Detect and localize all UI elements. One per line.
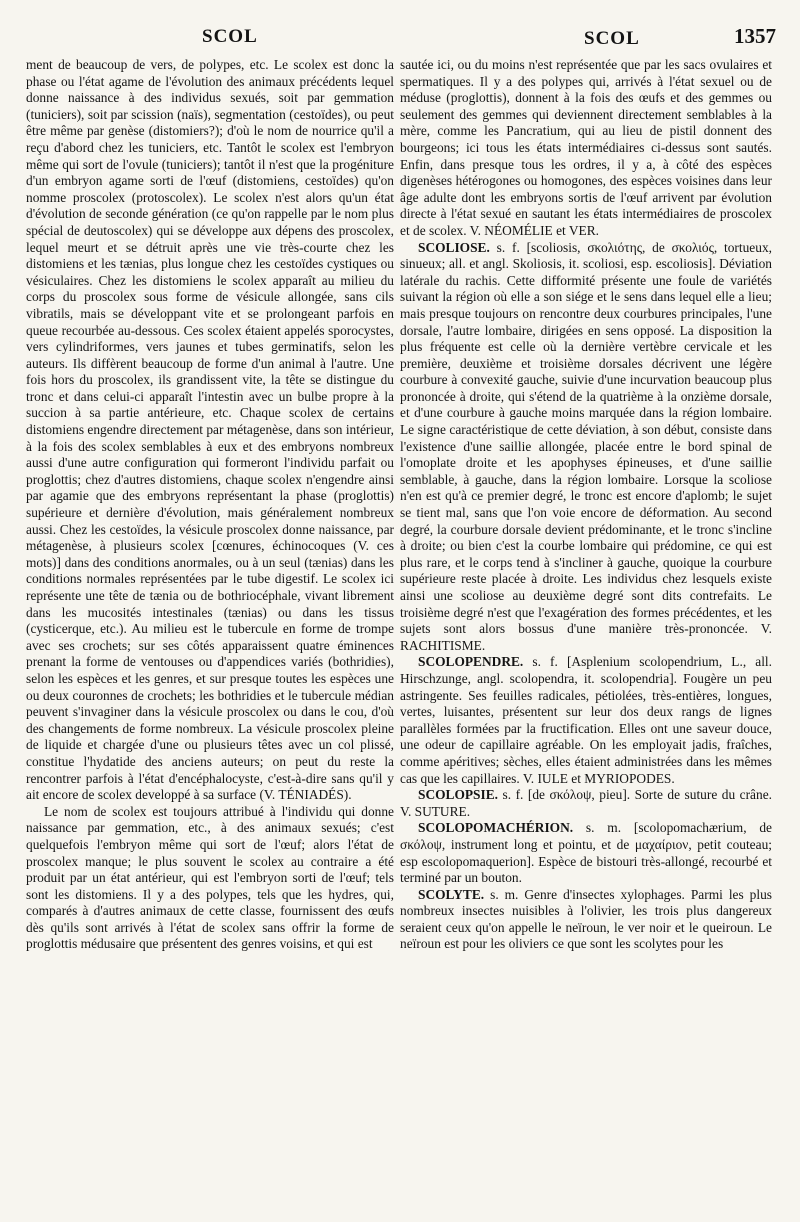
entry-body-scolopsie: s. f. [de σκόλοψ, pieu]. Sorte de suture du crâne. V. SUTURE.: [400, 787, 772, 819]
headword-scolopomacherion: SCOLOPOMACHÉRION.: [418, 820, 574, 836]
page-header: [22, 22, 778, 54]
entry-scolopendre: [400, 654, 772, 787]
right-column: [400, 57, 772, 1217]
entry-scolopsie: [400, 787, 772, 820]
left-paragraph-1: ment de beaucoup de vers, de polypes, etc. Le scolex est donc la phase ou l'état agame de l'évolution des animaux précédents lequel donne naissance à des individus sexués, soit par gemmation (tuniciers), soit par scission (naïs), segmentation (cestoïdes), ou peut être même par genèse (distomiers?); d'où le nom de nourrice qu'il a reçu d'abord chez les tuniciers, etc. Tantôt le scolex est l'embryon même qui sort de l'ovule (tuniciers); tantôt il n'est que la progéniture d'un embryon agame sorti de l'œuf (distomiens, cestoïdes) qu'on nomme proscolex (protoscolex). Le scolex n'est alors qu'un état d'évolution de seconde génération (ce qu'on rappelle par le nom plus spécial de deutoscolex) qui se développe aux dépens des proscolex, lequel meurt et se détruit après une vie très-courte chez les distomiens et les tænias, plus longue chez les cestoïdes cystiques ou vésiculaires. Chez les distomiens le scolex apparaît au milieu du corps du proscolex sous forme de vésicule allongée, sans cils vibratils, mais se développant vite et se prolongeant parfois en queue recourbée au-dessous. Ces scolex étaient appelés sporocystes, vers cylindriformes, vers jaunes et tubes germinatifs, selon les auteurs. Ils diffèrent beaucoup de forme d'un animal à l'autre. Une fois hors du proscolex, ils grandissent vite, la tête se distingue du tronc et dans celui-ci apparaît l'intestin avec un bulbe propre à la succion à sa partie antérieure, etc. Chaque scolex de certains distomiens engendre directement par métagenèse, dans son intérieur, à la fois des scolex semblables à eux et des embryons nombreux aussi d'une autre configuration qui formeront l'individu parfait ou proglottis; chez d'autres distomiens, chaque scolex n'engendre ainsi par agamie que des embryons représentant la phase (proglottis) supérieure et dernière d'évolution, mais généralement nombreux aussi. Chez les cestoïdes, la vésicule proscolex donne naissance, par métagenèse, à plusieurs scolex [cœnures, échinocoques (V. ces mots)] dans des conditions anormales, ou à un seul (tænias) dans les conditions normales représentées par le tube digestif. Le scolex ici représente une tête de tænia ou de bothriocéphale, vivant librement dans les mucosités intestinales (tænias) ou dans les tissus (cysticerque, etc.). Au milieu est le tubercule en forme de trompe avec ses crochets; sur ses côtés apparaissent quatre éminences prenant la forme de ventouses ou d'appendices variés (bothridies), selon les espèces et les genres, et sur presque toutes les espèces une ou deux couronnes de crochets; les bothridies et le tubercule médian peuvent s'invaginer dans la vésicule proscolex ou dans le cou, d'où des changements de forme nombreux. La vésicule proscolex pleine de liquide et chargée d'une ou plusieurs têtes avec un col plissé, constitue l'hydatide des anciens auteurs; on peut du reste la rencontrer parfois à l'état d'encéphalocyste, c'est-à-dire sans qu'il y ait encore de scolex developpé à sa surface (V. TÉNIADÉS).: [26, 57, 394, 803]
right-running-head: SCOL: [584, 28, 640, 49]
entry-body-scolopendre: s. f. [Asplenium scolopendrium, L., all. Hirschzunge, angl. scolopendra, it. scolopendria]. Fougère un peu astringente. Ses feuilles radicales, pétiolées, très-entières, longues, vertes, luisantes, présentent sur leur dos deux rangs de lignes parallèles formées par la fructification. Elles ont une saveur douce, une odeur de capillaire agréable. On les employait jadis, fraîches, comme apéritives; sèches, elles étaient administrées dans les mêmes cas que les capillaires. V. IULE et MYRIOPODES.: [400, 654, 772, 786]
entry-body-scolyte: s. m. Genre d'insectes xylophages. Parmi les plus nombreux insectes nuisibles à l'olivier, les trois plus dangereux seraient ceux qu'on appelle le neïroun, le ver noir et le queiroun. Le neïroun est pour les oliviers ce que sont les scolytes pour les: [400, 886, 772, 952]
left-running-head: SCOL: [202, 26, 258, 47]
entry-body-scolopomacherion: s. m. [scolopomachærium, de σκόλοψ, instrument long et pointu, et de μαχαίριον, petit couteau; esp escolopomaquerion]. Espèce de bistouri très-allongé, recourbé et terminé par un bouton.: [400, 820, 772, 886]
headword-scolopendre: SCOLOPENDRE.: [418, 654, 524, 670]
page-number: 1357: [734, 24, 776, 48]
entry-scolyte: [400, 887, 772, 953]
headword-scoliose: SCOLIOSE.: [418, 239, 490, 255]
left-column: [26, 57, 394, 1217]
entry-scolopomacherion: [400, 820, 772, 886]
entry-scoliose: [400, 240, 772, 655]
headword-scolopsie: SCOLOPSIE.: [418, 787, 498, 803]
entry-body-scoliose: s. f. [scoliosis, σκολιότης, de σκολιός, tortueux, sinueux; all. et angl. Skoliosis, it. scoliosi, esp. escoliosis]. Déviation latérale du rachis. Cette difformité présente une foule de variétés suivant la région où elle a son siége et le sens dans lequel elle a lieu; mais presque toujours on rencontre deux courbures principales, l'une dorsale, l'autre lombaire, dirigées en sens opposé. La disposition la plus fréquente est celle où la dernière vertèbre cervicale et les première, deuxième et troisième dorsales décrivent une légère courbure à convexité gauche, suivie d'une incurvation beaucoup plus prononcée à droite, qui s'étend de la quatrième à la onzième dorsale, et d'une courbure à gauche moins marquée dans la région lombaire. Le signe caractéristique de cette déviation, à son début, consiste dans l'existence d'une saillie allongée, placée entre le bord spinal de l'omoplate droite et les apophyses épineuses, et d'une saillie semblable, à gauche, dans la région lombaire. Lorsque la scoliose n'en est qu'à ce premier degré, le tronc est encore d'aplomb; le sujet se tient mal, sans que l'on voie encore de déformation. Au second degré, la courbure dorsale devient prédominante, et le tronc s'incline à droite; ou bien c'est la courbe lombaire qui prédomine, ce qui est plus rare, et le corps tend à s'incliner à gauche, quoique la courbure supérieure reste placée à droite. Les individus chez lesquels existe ainsi une scoliose au deuxième degré sont dits contrefaits. Le troisième degré n'est que l'exagération des formes précédentes, et les sujets sont alors bossus d'une manière très-prononcée. V. RACHITISME.: [400, 239, 772, 653]
right-continuation-paragraph: sautée ici, ou du moins n'est représentée que par les sacs ovulaires et spermatiques. Il y a des polypes qui, arrivés à l'état sexuel ou de méduse (proglottis), donnent à la fois des œufs et des gemmes ou seulement des gemmes qui deviennent directement semblables à la mère, comme les Pancratium, qui au lieu de pistil donnent des bourgeons; ici tous les états intermédiaires ci-dessus sont sautés. Enfin, dans presque tous les ordres, il y a, à côté des espèces digenèses hétérogones ou homogones, des espèces voisines dans leur âge adulte dont les embryons sortis de l'œuf arrivent par évolution directe à l'état sexué en sautant les états intermédiaires de proscolex et de scolex. V. NÉOMÉLIE et VER.: [400, 57, 772, 238]
headword-scolyte: SCOLYTE.: [418, 886, 485, 902]
left-paragraph-2: Le nom de scolex est toujours attribué à l'individu qui donne naissance par gemmation, etc., à des animaux sexués; c'est quelquefois l'embryon même qui sort de l'œuf; alors l'état de proscolex manque; le plus souvent le scolex au contraire a été produit par un état antérieur, qui est l'embryon sorti de l'œuf; tels sont les distomiens. Il y a des polypes, tels que les hydres, qui, comparés à d'autres animaux de cette classe, fournissent des œufs dès qu'ils sont arrivés à l'état de scolex sans offrir la forme de proglottis médusaire que présentent des genres voisins, et qui est: [26, 803, 394, 952]
